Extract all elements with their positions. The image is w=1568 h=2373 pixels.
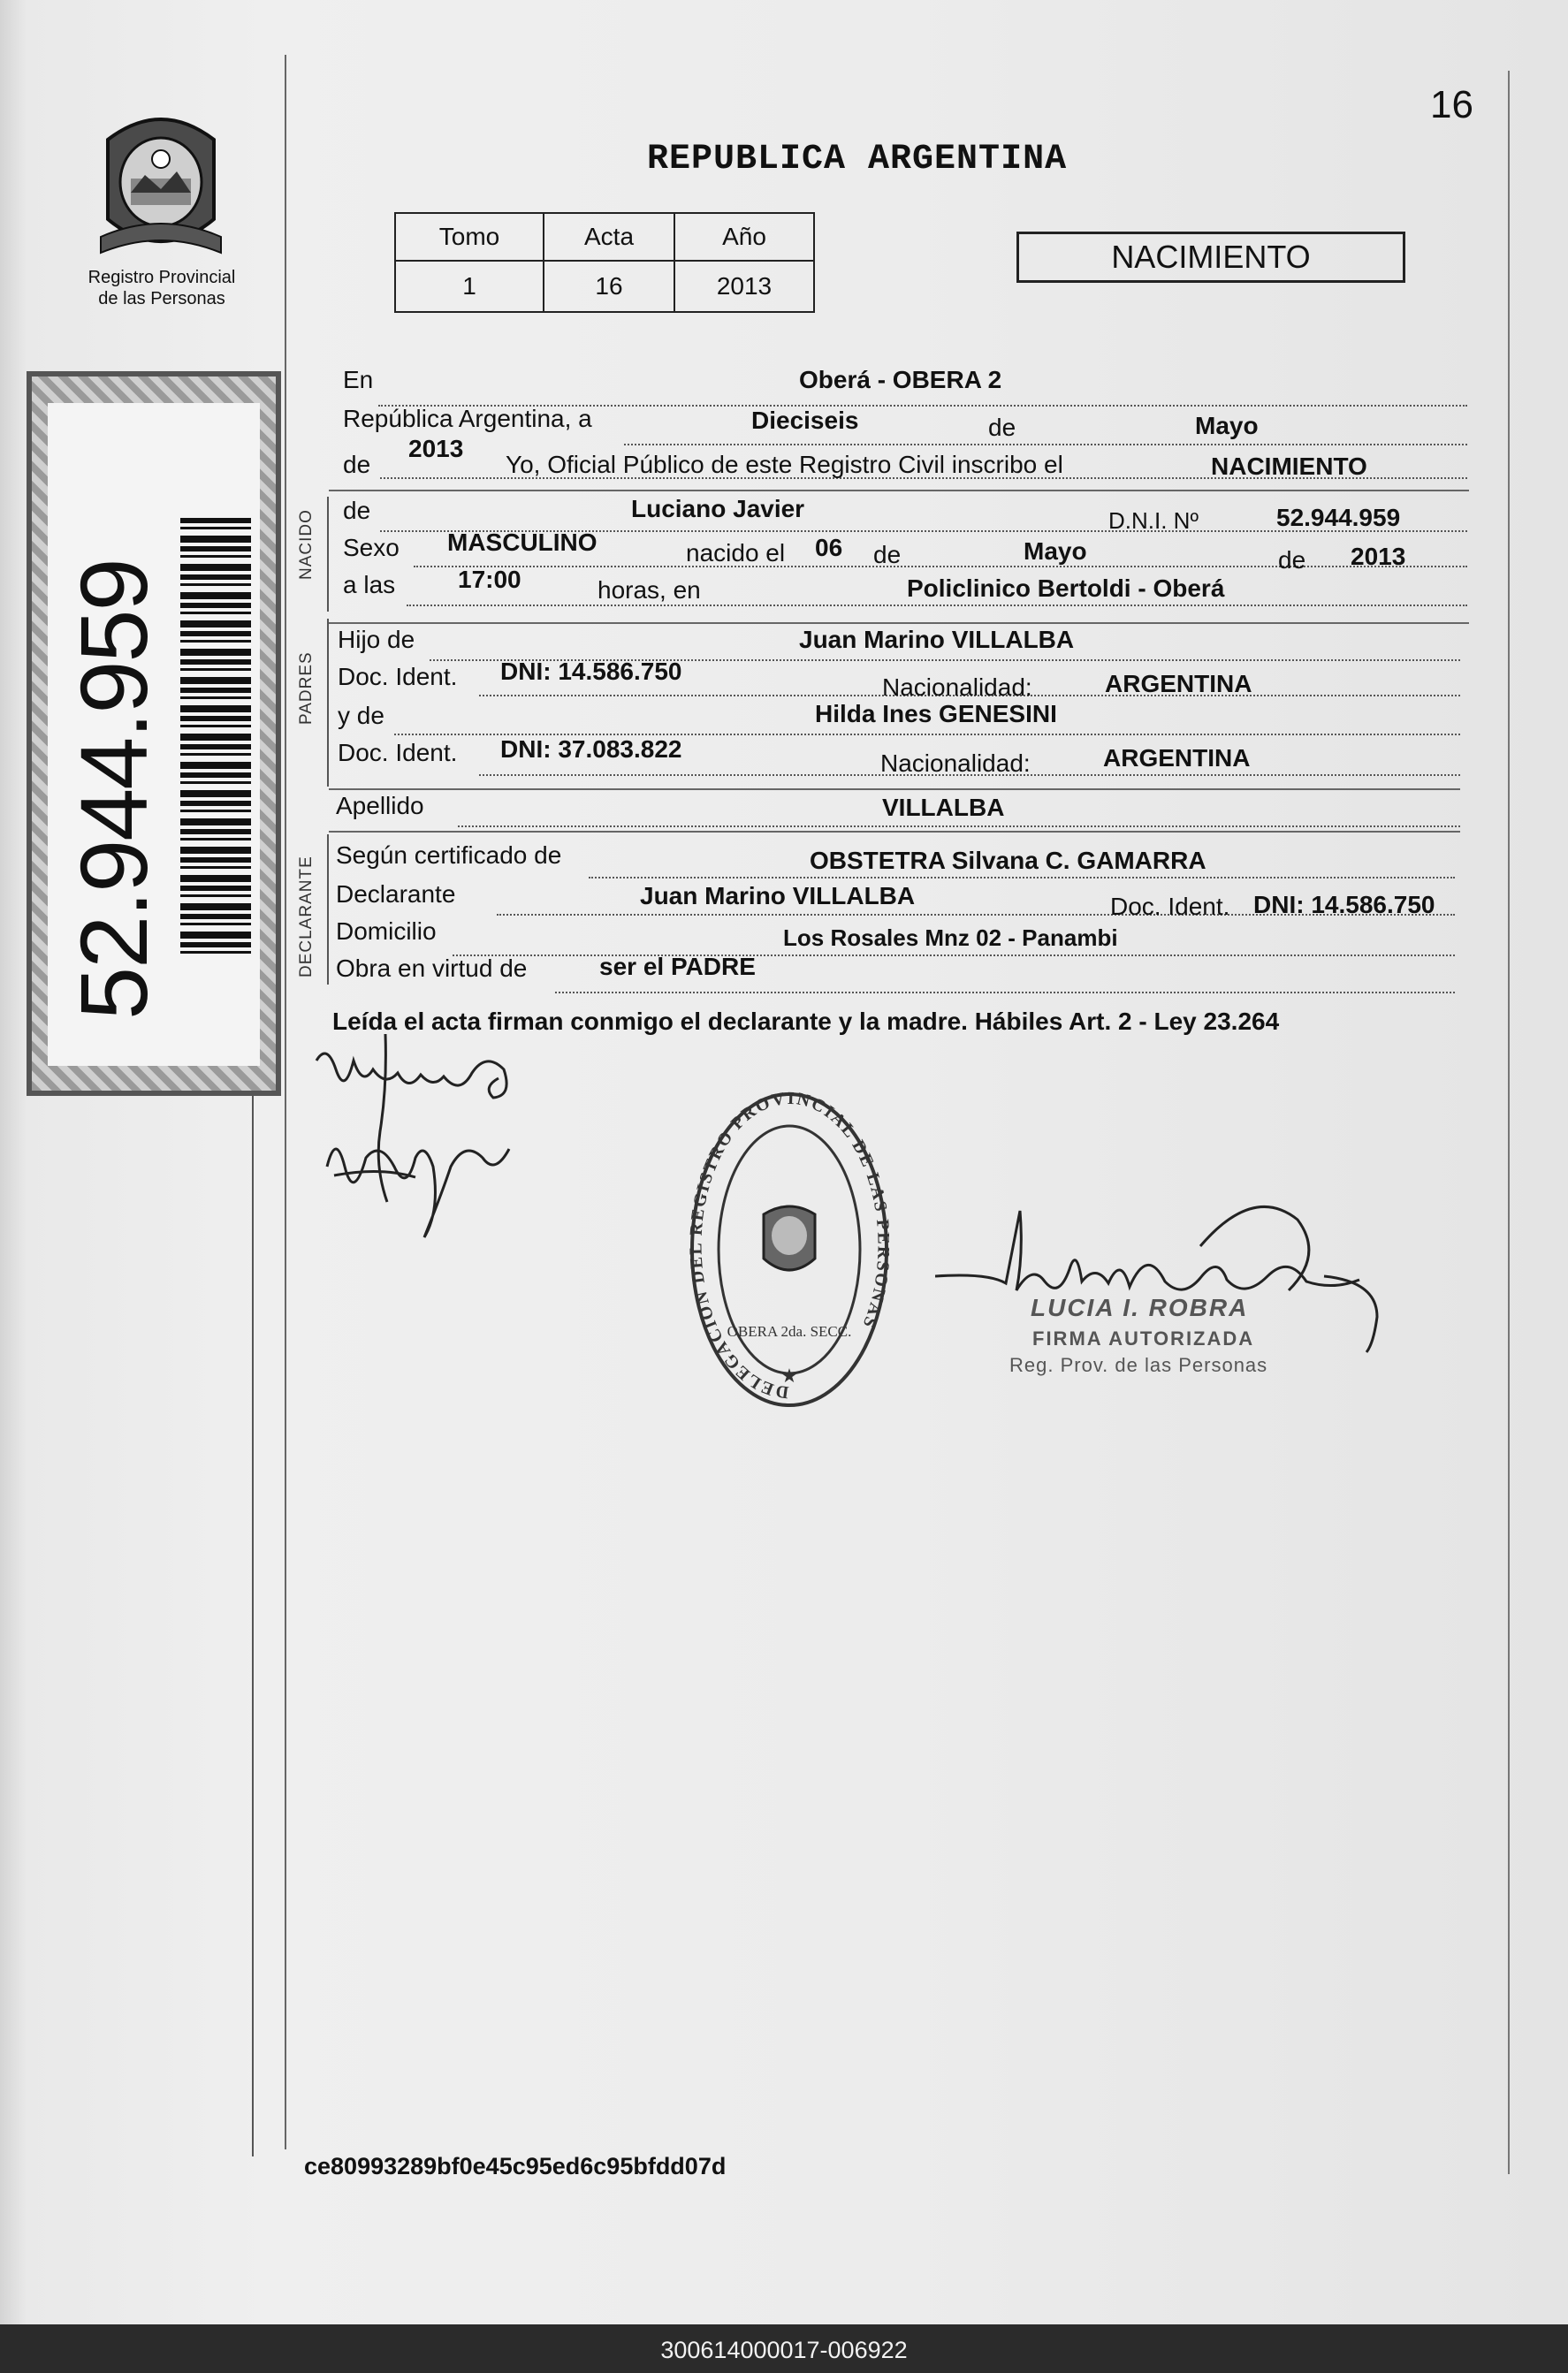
stamp-star-icon: ★	[780, 1365, 798, 1387]
declarant-signature	[309, 1034, 557, 1246]
section-nacido: NACIDO	[297, 509, 316, 580]
label-de-anio: de	[343, 451, 371, 478]
right-margin-line	[1508, 71, 1510, 2174]
scan-footer	[0, 2324, 1568, 2373]
value-acta: 16	[544, 261, 674, 312]
label-de-nombre: de	[343, 497, 371, 524]
registry-caption-line1: Registro Provincial	[88, 268, 236, 287]
value-madre-doc: DNI: 37.083.822	[500, 735, 682, 763]
official-stamp	[689, 1091, 889, 1409]
value-madre: Hilda Ines GENESINI	[815, 700, 1057, 727]
label-sexo: Sexo	[343, 534, 400, 561]
header-anio: Año	[674, 213, 814, 261]
value-sexo: MASCULINO	[447, 529, 598, 556]
official-name: LUCIA I. ROBRA	[1031, 1294, 1249, 1321]
label-horas-en: horas, en	[598, 576, 701, 604]
act-type-box: NACIMIENTO	[1016, 232, 1405, 283]
value-apellido: VILLALBA	[882, 794, 1005, 821]
label-oficial: Yo, Oficial Público de este Registro Civil inscribo el	[506, 451, 1063, 478]
label-dni-no: D.N.I. Nº	[1108, 507, 1199, 534]
label-declarante: Declarante	[336, 880, 456, 908]
value-certificado: OBSTETRA Silvana C. GAMARRA	[810, 847, 1206, 874]
value-anio: 2013	[674, 261, 814, 312]
registry-table	[394, 212, 815, 313]
page-number: 16	[1430, 83, 1473, 126]
official-office: Reg. Prov. de las Personas	[1009, 1354, 1268, 1376]
rule-3	[329, 788, 1460, 790]
document-hash: ce80993289bf0e45c95ed6c95bfdd07d	[304, 2153, 727, 2179]
value-padre: Juan Marino VILLALBA	[799, 626, 1075, 653]
label-doc-ident-padre: Doc. Ident.	[338, 663, 458, 690]
dots-hora	[407, 605, 1467, 606]
value-dia-nacimiento: 06	[815, 534, 843, 561]
section-bar-declarante	[327, 834, 329, 985]
value-lugar-nacimiento: Policlinico Bertoldi - Oberá	[907, 574, 1225, 602]
value-dia-letras: Dieciseis	[751, 407, 859, 434]
dni-tab-barcode	[180, 518, 251, 960]
value-hora: 17:00	[458, 566, 521, 593]
section-padres: PADRES	[297, 651, 316, 725]
value-madre-nacionalidad: ARGENTINA	[1103, 744, 1251, 772]
label-nacionalidad-padre: Nacionalidad:	[882, 673, 1032, 701]
dni-tab	[27, 371, 281, 1096]
left-margin-line	[285, 55, 286, 2149]
section-bar-nacido	[327, 497, 329, 612]
label-nacionalidad-madre: Nacionalidad:	[880, 749, 1031, 777]
registry-table-values	[395, 261, 814, 312]
registry-table-header	[395, 213, 814, 261]
province-crest-logo	[92, 104, 230, 263]
value-domicilio: Los Rosales Mnz 02 - Panambi	[783, 924, 1118, 951]
value-nombre: Luciano Javier	[631, 495, 805, 522]
dots-sexo	[414, 566, 1467, 567]
official-role: FIRMA AUTORIZADA	[1032, 1327, 1255, 1350]
value-padre-doc: DNI: 14.586.750	[500, 658, 682, 685]
label-y-de: y de	[338, 702, 384, 729]
label-de-mes-nac: de	[873, 541, 902, 568]
scan-barcode-number: 300614000017-006922	[660, 2337, 908, 2363]
value-mes-inscripcion: Mayo	[1195, 412, 1259, 439]
value-mes-nacimiento: Mayo	[1024, 537, 1087, 565]
stamp-inner-text: OBERA 2da. SECC.	[727, 1323, 852, 1340]
stamp-ring-text: DELEGACION D EGISTRO PROVINCIAL DE LAS NAS	[689, 1091, 889, 1403]
header-acta: Acta	[544, 213, 674, 261]
value-declarante-doc: DNI: 14.586.750	[1253, 891, 1435, 918]
country-title: REPUBLICA ARGENTINA	[647, 140, 1068, 179]
label-de-mes: de	[988, 414, 1016, 441]
label-a-las: a las	[343, 571, 396, 598]
label-nacido-el: nacido el	[686, 539, 786, 567]
rule-2	[329, 622, 1469, 624]
value-anio-nacimiento: 2013	[1351, 543, 1406, 570]
label-doc-ident-madre: Doc. Ident.	[338, 739, 458, 766]
value-lugar: Oberá - OBERA 2	[799, 366, 1002, 393]
label-segun: Según certificado de	[336, 841, 562, 869]
value-acto: NACIMIENTO	[1211, 453, 1367, 480]
dots-apellido	[458, 825, 1460, 827]
label-doc-ident-declarante: Doc. Ident.	[1110, 893, 1230, 920]
dots-obra	[555, 992, 1455, 993]
label-apellido: Apellido	[336, 792, 424, 819]
rule-1	[329, 490, 1469, 491]
value-dni: 52.944.959	[1276, 504, 1401, 531]
label-obra: Obra en virtud de	[336, 955, 528, 982]
value-padre-nacionalidad: ARGENTINA	[1105, 670, 1252, 697]
header-tomo: Tomo	[395, 213, 544, 261]
value-anio-inscripcion: 2013	[408, 435, 464, 462]
label-hijo-de: Hijo de	[338, 626, 415, 653]
registry-caption-line2: de las Personas	[98, 289, 225, 308]
label-domicilio: Domicilio	[336, 917, 437, 945]
label-de-anio-nac: de	[1278, 546, 1306, 574]
value-declarante: Juan Marino VILLALBA	[640, 882, 916, 909]
label-en: En	[343, 366, 374, 393]
value-tomo: 1	[395, 261, 544, 312]
section-bar-padres	[327, 619, 329, 787]
dots-certificado	[589, 877, 1455, 878]
dni-tab-number: 52.944.959	[60, 559, 167, 1020]
left-inner-line	[252, 1096, 254, 2156]
closing-statement: Leída el acta firman conmigo el declarante y la madre. Hábiles Art. 2 - Ley 23.264	[332, 1008, 1280, 1035]
rule-4	[329, 831, 1460, 833]
section-declarante: DECLARANTE	[297, 856, 316, 977]
label-republica: República Argentina, a	[343, 405, 592, 432]
registry-caption	[64, 267, 260, 309]
value-en-virtud: ser el PADRE	[599, 953, 756, 980]
dots-republica	[624, 444, 1467, 445]
